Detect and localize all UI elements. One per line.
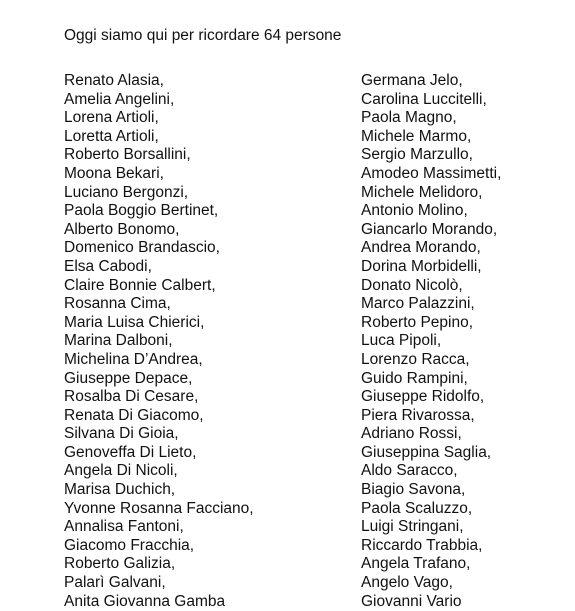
name-entry: Marisa Duchich,: [64, 481, 176, 499]
name-entry: Lorenzo Racca,: [361, 350, 470, 368]
name-entry: Aldo Saracco,: [361, 462, 458, 480]
name-entry: Guido Rampini,: [361, 369, 468, 387]
name-entry: Michelina D’Andrea,: [64, 350, 203, 368]
name-entry: Annalisa Fantoni,: [64, 518, 184, 536]
name-entry: Luca Pipoli,: [361, 332, 442, 350]
name-entry: Roberto Borsallini,: [64, 146, 191, 164]
name-entry: Renata Di Giacomo,: [64, 406, 204, 424]
name-entry: Luciano Bergonzi,: [64, 183, 189, 201]
name-entry: Giuseppina Saglia,: [361, 443, 492, 461]
name-entry: Luigi Stringani,: [361, 518, 464, 536]
name-entry: Marco Palazzini,: [361, 295, 475, 313]
name-entry: Palarì Galvani,: [64, 574, 166, 592]
name-entry: Giancarlo Morando,: [361, 220, 498, 238]
name-entry: Angelo Vago,: [361, 574, 453, 592]
name-entry: Silvana Di Gioia,: [64, 425, 179, 443]
name-entry: Giovanni Vario: [361, 592, 462, 610]
name-entry: Paola Magno,: [361, 109, 457, 127]
name-entry: Carolina Luccitelli,: [361, 90, 487, 108]
name-entry: Alberto Bonomo,: [64, 220, 180, 238]
name-entry: Roberto Galizia,: [64, 555, 176, 573]
name-entry: Sergio Marzullo,: [361, 146, 473, 164]
name-entry: Loretta Artioli,: [64, 127, 159, 145]
name-entry: Amelia Angelini,: [64, 90, 175, 108]
name-entry: Giuseppe Ridolfo,: [361, 388, 485, 406]
name-entry: Claire Bonnie Calbert,: [64, 276, 216, 294]
name-entry: Angela Trafano,: [361, 555, 471, 573]
name-entry: Giacomo Fracchia,: [64, 536, 195, 554]
name-entry: Adriano Rossi,: [361, 425, 462, 443]
name-entry: Domenico Brandascio,: [64, 239, 220, 257]
name-entry: Roberto Pepino,: [361, 313, 474, 331]
name-entry: Marina Dalboni,: [64, 332, 173, 350]
name-entry: Michele Melidoro,: [361, 183, 483, 201]
name-entry: Yvonne Rosanna Facciano,: [64, 499, 254, 517]
name-entry: Elsa Cabodi,: [64, 257, 152, 275]
name-entry: Maria Luisa Chierici,: [64, 313, 205, 331]
name-entry: Michele Marmo,: [361, 127, 472, 145]
name-entry: Paola Scaluzzo,: [361, 499, 473, 517]
name-entry: Renato Alasia,: [64, 72, 164, 89]
name-entry: Donato Nicolò,: [361, 276, 463, 294]
name-entry: Angela Di Nicoli,: [64, 462, 178, 480]
name-entry: Moona Bekari,: [64, 164, 164, 182]
name-entry: Biagio Savona,: [361, 481, 466, 499]
name-entry: Anita Giovanna Gamba: [64, 592, 226, 610]
name-entry: Riccardo Trabbia,: [361, 536, 483, 554]
name-entry: Giuseppe Depace,: [64, 369, 193, 387]
name-entry: Lorena Artioli,: [64, 109, 159, 127]
name-entry: Germana Jelo,: [361, 72, 463, 89]
name-entry: Rosanna Cima,: [64, 295, 171, 313]
name-entry: Piera Rivarossa,: [361, 406, 475, 424]
name-entry: Rosalba Di Cesare,: [64, 388, 199, 406]
names-column-right: [361, 72, 501, 611]
name-entry: Amodeo Massimetti,: [361, 164, 502, 182]
names-column-left: [64, 72, 254, 611]
name-entry: Genoveffa Di Lieto,: [64, 443, 197, 461]
name-entry: Dorina Morbidelli,: [361, 257, 482, 275]
name-entry: Paola Boggio Bertinet,: [64, 202, 219, 220]
name-entry: Andrea Morando,: [361, 239, 481, 257]
page-heading: Oggi siamo qui per ricordare 64 persone: [64, 27, 342, 44]
name-entry: Antonio Molino,: [361, 202, 468, 220]
